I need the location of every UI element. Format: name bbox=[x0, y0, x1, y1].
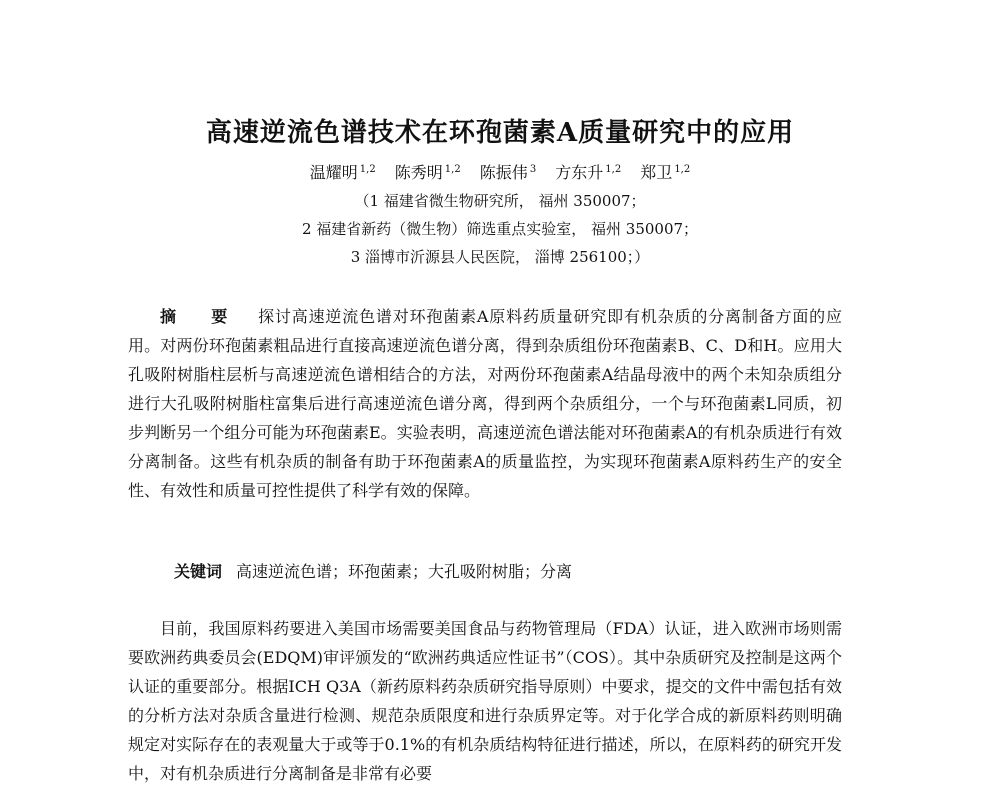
keywords-text: 高速逆流色谱；环孢菌素；大孔吸附树脂；分离 bbox=[236, 562, 573, 581]
keywords-label: 关键词 bbox=[174, 562, 223, 581]
author: 温耀明 $^{1,2}$ bbox=[309, 163, 376, 182]
affiliation: 3 淄博市沂源县人民医院， 淄博 256100；） bbox=[350, 248, 650, 266]
affiliation: 2 福建省新药（微生物）筛选重点实验室， 福州 350007； bbox=[301, 220, 699, 238]
paper-title: 高速逆流色谱技术在环孢菌素A质量研究中的应用 bbox=[205, 118, 795, 148]
abstract-text: 探讨高速逆流色谱对环孢菌素A原料药质量研究即有机杂质的分离制备方面的应用。对两份环孢菌素粗品进行直接高速逆流色谱分离，得到杂质组份环孢菌素B、C、D和H。应用大孔吸附树脂柱层析与高速逆流色谱相结合的方法，对两份环孢菌素A结晶母液中的两个未知杂质组分进行大孔吸附树脂柱富集后进行高速逆流色谱分离，得到两个杂质组分，一个与环孢菌素L同质，初步判断另一个组分可能为环孢菌素E。实验表明，高速逆流色谱法能对环孢菌素A的有机杂质进行有效分离制备。这些有机杂质的制备有助于环孢菌素A的质量监控，为实现环孢菌素A原料药生产的安全性、有效性和质量可控性提供了科学有效的保障。 bbox=[128, 307, 842, 500]
author: 陈秀明 $^{1,2}$ bbox=[394, 163, 461, 182]
author: 陈振伟 $^3$ bbox=[479, 163, 537, 182]
keywords bbox=[174, 559, 842, 582]
author: 方东升 $^{1,2}$ bbox=[555, 163, 622, 182]
affiliation: （1 福建省微生物研究所， 福州 350007； bbox=[354, 192, 646, 210]
author: 郑卫 $^{1,2}$ bbox=[640, 163, 691, 182]
abstract-label: 摘 要 bbox=[160, 307, 243, 326]
abstract bbox=[128, 302, 842, 505]
author-list bbox=[0, 160, 1000, 183]
intro-paragraph: 目前，我国原料药要进入美国市场需要美国食品与药物管理局（FDA）认证，进入欧洲市场则需要欧洲药典委员会(EDQM)审评颁发的“欧洲药典适应性证书”（COS）。其中杂质研究及控制是这两个认证的重要部分。根据ICH Q3A（新药原料药杂质研究指导原则）中要求，提交的文件中需包括有效的分析方法对杂质含量进行检测、规范杂质限度和进行杂质界定等。对于化学合成的新原料药则明确规定对实际存在的表观量大于或等于0.1%的有机杂质结构特征进行描述，所以，在原料药的研究开发中，对有机杂质进行分离制备是非常有必要 bbox=[128, 619, 842, 783]
